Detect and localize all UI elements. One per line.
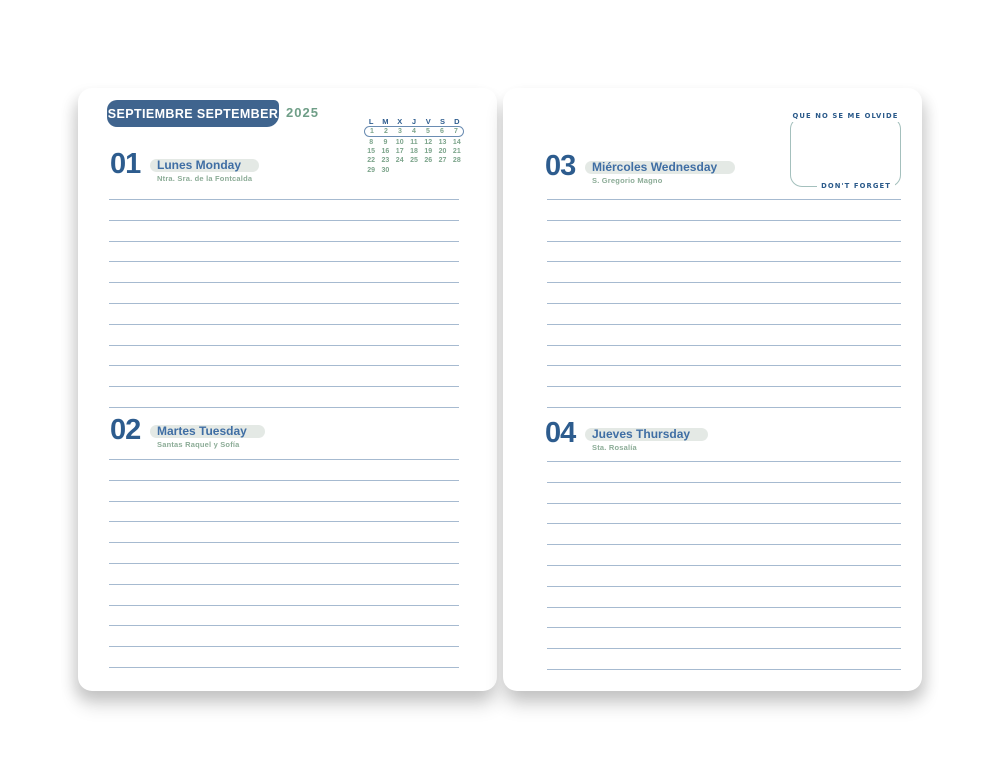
saint-day-03: S. Gregorio Magno [592, 176, 663, 185]
weekday-header: X [397, 116, 403, 126]
day-title-02 [150, 425, 265, 438]
calendar-day: 5 [426, 128, 430, 136]
calendar-day: 2 [384, 128, 388, 136]
weekday-header: J [411, 116, 417, 126]
calendar-day: 16 [381, 147, 390, 155]
month-banner [107, 100, 279, 127]
mini-calendar-week-row [364, 156, 464, 165]
dont-forget-title-es: QUE NO SE ME OLVIDE [789, 112, 903, 122]
saint-day-02: Santas Raquel y Sofía [157, 440, 240, 449]
weekday-header: D [454, 116, 460, 126]
day-number-03: 03 [545, 150, 576, 182]
mini-calendar-current-week [364, 126, 464, 137]
calendar-day: 15 [367, 147, 376, 155]
day-title-01-label: Lunes Monday [157, 158, 242, 172]
calendar-day: 11 [410, 138, 418, 146]
mini-calendar-week-row [364, 166, 464, 175]
mini-calendar-week-row [364, 137, 464, 146]
calendar-day: 13 [438, 138, 447, 146]
weekday-header: M [382, 116, 389, 126]
day-number-01: 01 [110, 148, 141, 180]
calendar-day: 28 [452, 157, 461, 165]
calendar-day: 4 [412, 128, 416, 136]
saint-day-01: Ntra. Sra. de la Fontcalda [157, 174, 253, 183]
weekday-header: L [368, 116, 374, 126]
writing-lines-day-01 [109, 199, 459, 428]
writing-lines-day-04 [547, 461, 901, 690]
saint-day-04: Sta. Rosalía [592, 443, 637, 452]
calendar-day: 24 [395, 157, 404, 165]
calendar-day: 29 [367, 166, 376, 174]
day-title-03 [585, 161, 735, 174]
mini-calendar-week-row [364, 147, 464, 156]
mini-calendar [364, 117, 464, 175]
calendar-day: 23 [381, 157, 390, 165]
planner-left-page [78, 88, 497, 691]
day-title-03-label: Miércoles Wednesday [592, 160, 718, 174]
mini-calendar-header-row [364, 117, 464, 126]
writing-lines-day-02 [109, 459, 459, 688]
calendar-day: 10 [395, 138, 404, 146]
calendar-day: 30 [381, 166, 390, 174]
calendar-day: 6 [440, 128, 444, 136]
weekday-header: S [440, 116, 446, 126]
day-title-04-label: Jueves Thursday [592, 427, 691, 441]
year-label: 2025 [286, 105, 319, 120]
calendar-day: 20 [438, 147, 447, 155]
calendar-day: 7 [454, 128, 458, 136]
calendar-day: 8 [369, 138, 374, 146]
calendar-day: 18 [410, 147, 418, 155]
day-title-04 [585, 428, 708, 441]
calendar-day: 14 [452, 138, 461, 146]
calendar-day: 21 [452, 147, 461, 155]
day-title-01 [150, 159, 259, 172]
dont-forget-title-en: DON'T FORGET [817, 182, 895, 192]
writing-lines-day-03 [547, 199, 901, 428]
planner-right-page [503, 88, 922, 691]
calendar-day: 22 [367, 157, 376, 165]
calendar-day: 26 [424, 157, 433, 165]
month-banner-label: SEPTIEMBRE SEPTEMBER [107, 106, 279, 121]
calendar-day: 9 [383, 138, 388, 146]
day-number-02: 02 [110, 414, 141, 446]
calendar-day: 27 [438, 157, 447, 165]
calendar-day: 17 [395, 147, 404, 155]
calendar-day: 19 [424, 147, 433, 155]
day-title-02-label: Martes Tuesday [157, 424, 247, 438]
calendar-day: 12 [424, 138, 433, 146]
weekday-header: V [425, 116, 431, 126]
calendar-day: 1 [370, 128, 374, 136]
day-number-04: 04 [545, 417, 576, 449]
calendar-day: 3 [398, 128, 402, 136]
calendar-day: 25 [410, 157, 418, 165]
dont-forget-box [790, 112, 901, 191]
